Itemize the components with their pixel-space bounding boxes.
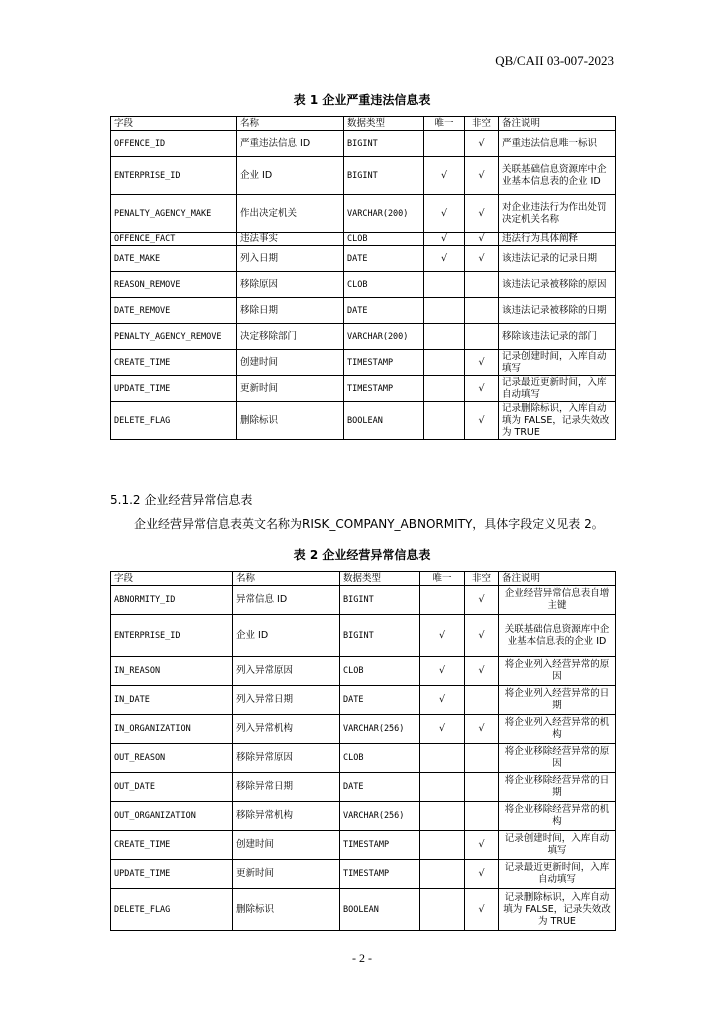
field-cell: DATE_REMOVE [111,298,237,324]
remarks-cell: 记录最近更新时间，入库自动填写 [499,860,616,889]
unique-cell [420,744,465,773]
name-cell: 创建时间 [233,831,340,860]
not-null-cell [465,773,499,802]
data-type-cell: TIMESTAMP [344,350,424,376]
remarks-cell: 关联基础信息资源库中企业基本信息表的企业 ID [499,615,616,657]
not-null-cell: √ [465,195,499,233]
table2-caption: 表 2 企业经营异常信息表 [293,548,431,562]
name-cell: 企业 ID [237,157,344,195]
unique-cell [420,773,465,802]
field-cell: IN_ORGANIZATION [111,715,233,744]
remarks-cell: 记录创建时间，入库自动填写 [499,831,616,860]
column-header-data-type: 数据类型 [340,572,420,586]
table-row [111,686,616,715]
unique-cell [420,831,465,860]
name-cell: 列入异常日期 [233,686,340,715]
remarks-cell: 违法行为具体阐释 [499,233,616,246]
table-row [111,402,616,440]
not-null-cell: √ [465,831,499,860]
field-cell: DELETE_FLAG [111,889,233,931]
remarks-cell: 关联基础信息资源库中企业基本信息表的企业 ID [499,157,616,195]
unique-cell: √ [424,246,465,272]
name-cell: 列入异常机构 [233,715,340,744]
remarks-cell: 该违法记录被移除的原因 [499,272,616,298]
data-type-cell: BOOLEAN [340,889,420,931]
column-header-name: 名称 [237,117,344,131]
table-row [111,615,616,657]
unique-cell [420,586,465,615]
field-cell: ENTERPRISE_ID [111,157,237,195]
column-header-field: 字段 [111,117,237,131]
unique-cell [420,889,465,931]
unique-cell [424,324,465,350]
column-header-not-null: 非空 [465,572,499,586]
table-row [111,324,616,350]
field-cell: DELETE_FLAG [111,402,237,440]
data-type-cell: BIGINT [340,586,420,615]
data-type-cell: DATE [344,246,424,272]
column-header-unique: 唯一 [424,117,465,131]
not-null-cell: √ [465,860,499,889]
page-number: - 2 - [352,951,372,965]
table-row [111,744,616,773]
not-null-cell: √ [465,157,499,195]
name-cell: 异常信息 ID [233,586,340,615]
table2 [110,571,616,931]
table1-caption: 表 1 企业严重违法信息表 [293,93,431,107]
table-row [111,350,616,376]
name-cell: 更新时间 [233,860,340,889]
remarks-cell: 该违法记录的记录日期 [499,246,616,272]
name-cell: 列入日期 [237,246,344,272]
unique-cell: √ [420,615,465,657]
field-cell: OFFENCE_FACT [111,233,237,246]
remarks-cell: 该违法记录被移除的日期 [499,298,616,324]
table-row [111,657,616,686]
remarks-cell: 将企业列入经营异常的机构 [499,715,616,744]
data-type-cell: CLOB [344,272,424,298]
field-cell: CREATE_TIME [111,831,233,860]
name-cell: 移除日期 [237,298,344,324]
data-type-cell: BIGINT [344,131,424,157]
remarks-cell: 记录最近更新时间，入库自动填写 [499,376,616,402]
remarks-cell: 对企业违法行为作出处罚决定机关名称 [499,195,616,233]
field-cell: ABNORMITY_ID [111,586,233,615]
unique-cell: √ [424,195,465,233]
not-null-cell: √ [465,402,499,440]
column-header-field: 字段 [111,572,233,586]
remarks-cell: 严重违法信息唯一标识 [499,131,616,157]
not-null-cell: √ [465,376,499,402]
data-type-cell: VARCHAR(200) [344,324,424,350]
name-cell: 违法事实 [237,233,344,246]
data-type-cell: BIGINT [340,615,420,657]
data-type-cell: DATE [344,298,424,324]
table-row [111,376,616,402]
field-cell: PENALTY_AGENCY_MAKE [111,195,237,233]
field-cell: IN_REASON [111,657,233,686]
remarks-cell: 企业经营异常信息表自增主键 [499,586,616,615]
unique-cell [420,802,465,831]
data-type-cell: BOOLEAN [344,402,424,440]
table2-header-row [111,572,616,586]
table1 [110,116,616,440]
table-row [111,246,616,272]
field-cell: OUT_DATE [111,773,233,802]
not-null-cell: √ [465,657,499,686]
data-type-cell: BIGINT [344,157,424,195]
field-cell: PENALTY_AGENCY_REMOVE [111,324,237,350]
remarks-cell: 将企业列入经营异常的原因 [499,657,616,686]
data-type-cell: DATE [340,773,420,802]
column-header-remarks: 备注说明 [499,117,616,131]
data-type-cell: VARCHAR(200) [344,195,424,233]
column-header-name: 名称 [233,572,340,586]
unique-cell: √ [420,715,465,744]
not-null-cell [465,324,499,350]
field-cell: CREATE_TIME [111,350,237,376]
remarks-cell: 将企业移除经营异常的日期 [499,773,616,802]
not-null-cell [465,686,499,715]
not-null-cell [465,298,499,324]
unique-cell [424,298,465,324]
field-cell: IN_DATE [111,686,233,715]
field-cell: REASON_REMOVE [111,272,237,298]
data-type-cell: DATE [340,686,420,715]
table-row [111,233,616,246]
table-row [111,831,616,860]
data-type-cell: TIMESTAMP [344,376,424,402]
remarks-cell: 将企业移除经营异常的原因 [499,744,616,773]
not-null-cell [465,744,499,773]
table1-header-row [111,117,616,131]
field-cell: OUT_REASON [111,744,233,773]
table-row [111,802,616,831]
name-cell: 移除原因 [237,272,344,298]
not-null-cell: √ [465,715,499,744]
not-null-cell: √ [465,586,499,615]
unique-cell [424,402,465,440]
section-paragraph: 企业经营异常信息表英文名称为RISK_COMPANY_ABNORMITY，具体字段定义见表 2。 [134,517,604,531]
not-null-cell: √ [465,131,499,157]
name-cell: 移除异常原因 [233,744,340,773]
not-null-cell: √ [465,615,499,657]
section-heading: 5.1.2 企业经营异常信息表 [110,493,253,507]
table-row [111,195,616,233]
name-cell: 决定移除部门 [237,324,344,350]
data-type-cell: CLOB [340,744,420,773]
not-null-cell: √ [465,350,499,376]
data-type-cell: TIMESTAMP [340,831,420,860]
unique-cell: √ [424,157,465,195]
table-row [111,586,616,615]
table-row [111,860,616,889]
table-row [111,131,616,157]
unique-cell [420,860,465,889]
field-cell: UPDATE_TIME [111,860,233,889]
table-row [111,157,616,195]
data-type-cell: CLOB [344,233,424,246]
not-null-cell: √ [465,246,499,272]
data-type-cell: VARCHAR(256) [340,802,420,831]
name-cell: 删除标识 [237,402,344,440]
unique-cell [424,350,465,376]
field-cell: ENTERPRISE_ID [111,615,233,657]
field-cell: UPDATE_TIME [111,376,237,402]
unique-cell: √ [424,233,465,246]
name-cell: 创建时间 [237,350,344,376]
column-header-remarks: 备注说明 [499,572,616,586]
table-row [111,298,616,324]
table-row [111,773,616,802]
name-cell: 移除异常机构 [233,802,340,831]
table-row [111,889,616,931]
field-cell: OFFENCE_ID [111,131,237,157]
not-null-cell [465,802,499,831]
name-cell: 更新时间 [237,376,344,402]
field-cell: DATE_MAKE [111,246,237,272]
data-type-cell: TIMESTAMP [340,860,420,889]
name-cell: 移除异常日期 [233,773,340,802]
not-null-cell: √ [465,889,499,931]
unique-cell [424,376,465,402]
unique-cell: √ [420,686,465,715]
table-row [111,715,616,744]
unique-cell [424,131,465,157]
name-cell: 作出决定机关 [237,195,344,233]
name-cell: 企业 ID [233,615,340,657]
column-header-data-type: 数据类型 [344,117,424,131]
data-type-cell: CLOB [340,657,420,686]
remarks-cell: 移除该违法记录的部门 [499,324,616,350]
not-null-cell [465,272,499,298]
remarks-cell: 记录删除标识，入库自动填为 FALSE，记录失效改为 TRUE [499,889,616,931]
remarks-cell: 将企业移除经营异常的机构 [499,802,616,831]
data-type-cell: VARCHAR(256) [340,715,420,744]
column-header-not-null: 非空 [465,117,499,131]
not-null-cell: √ [465,233,499,246]
unique-cell: √ [420,657,465,686]
unique-cell [424,272,465,298]
name-cell: 列入异常原因 [233,657,340,686]
name-cell: 删除标识 [233,889,340,931]
name-cell: 严重违法信息 ID [237,131,344,157]
remarks-cell: 记录删除标识，入库自动填为 FALSE，记录失效改为 TRUE [499,402,616,440]
table-row [111,272,616,298]
remarks-cell: 记录创建时间，入库自动填写 [499,350,616,376]
column-header-unique: 唯一 [420,572,465,586]
field-cell: OUT_ORGANIZATION [111,802,233,831]
remarks-cell: 将企业列入经营异常的日期 [499,686,616,715]
document-code: QB/CAII 03-007-2023 [495,53,614,68]
